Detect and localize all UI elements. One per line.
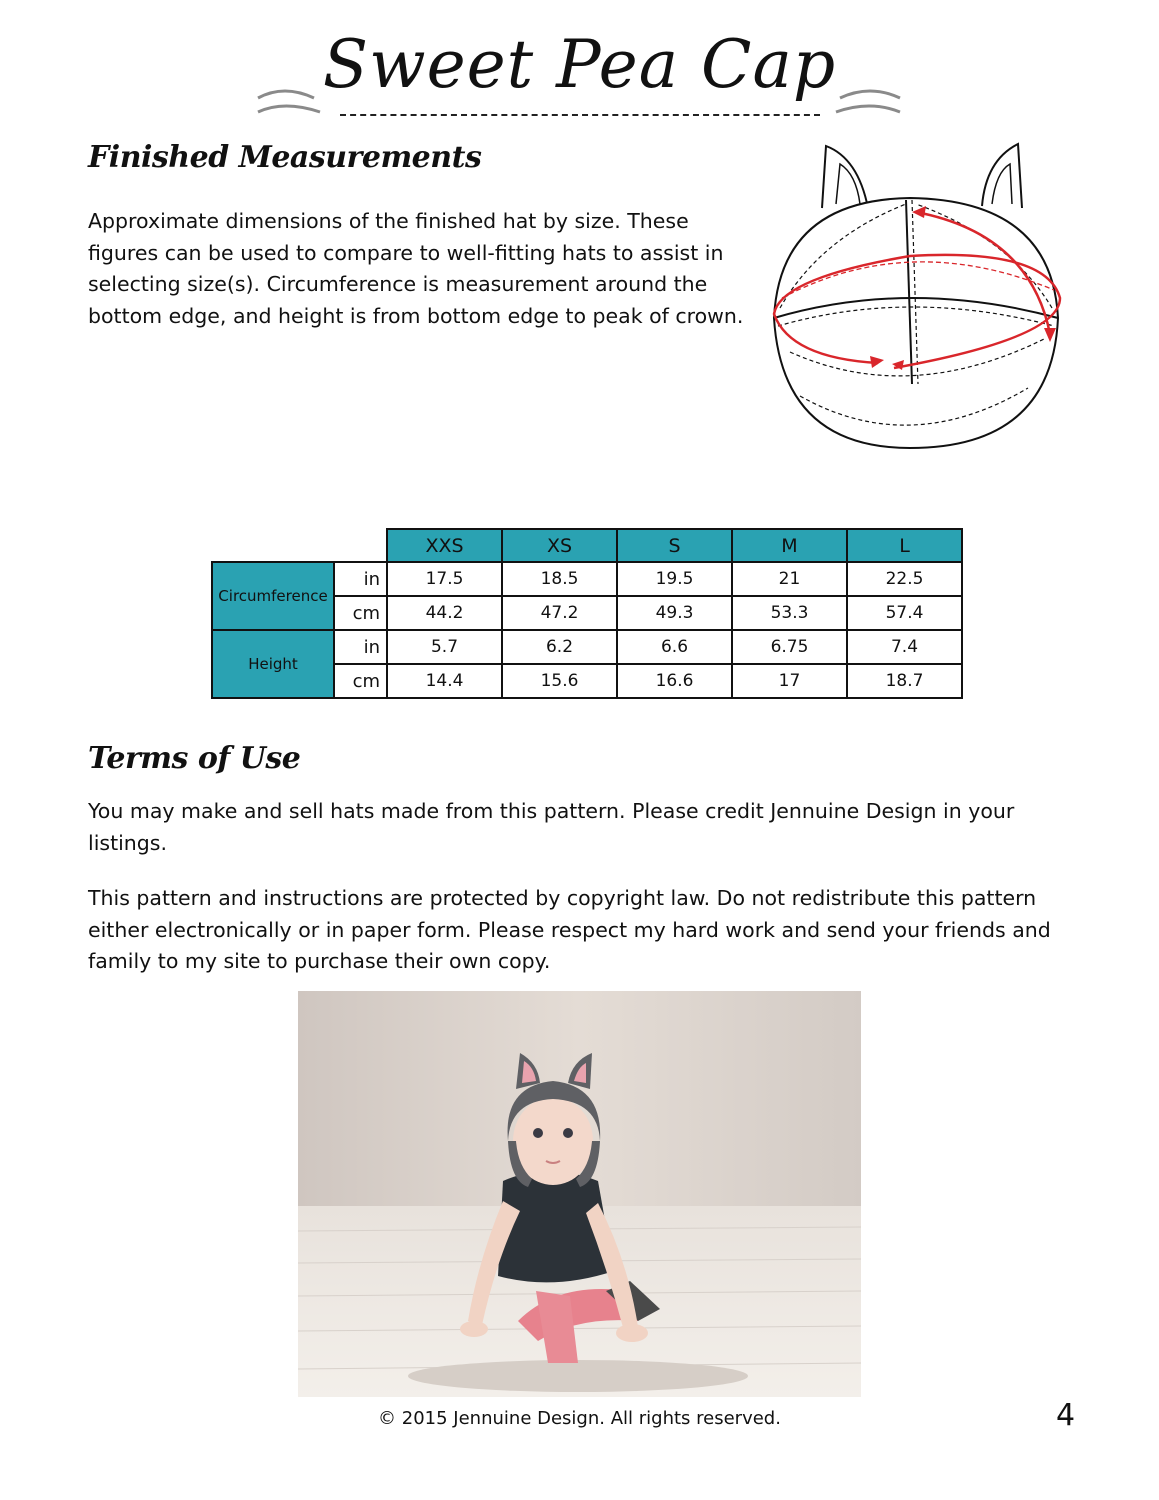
size-header-xxs: XXS [387,529,502,562]
table-cell: 19.5 [617,562,732,596]
table-cell: 47.2 [502,596,617,630]
terms-of-use-heading: Terms of Use [88,741,301,776]
table-cell: 18.5 [502,562,617,596]
hat-measurement-diagram-icon [760,138,1070,453]
size-header-m: M [732,529,847,562]
row-label-circumference: Circumference [212,562,334,630]
table-cell: 44.2 [387,596,502,630]
table-corner-blank [212,529,334,562]
table-cell: 6.2 [502,630,617,664]
finished-measurements-description: Approximate dimensions of the finished hat by size. These figures can be used to compare to well-fitting hats to assist in selecting size(s). Circumference is measurement around the bottom edge, and height is from bottom edge to peak of crown. [88,209,744,328]
table-cell: 17 [732,664,847,698]
right-swash-ornament [834,76,904,126]
table-cell: 16.6 [617,664,732,698]
size-header-l: L [847,529,962,562]
table-cell: 15.6 [502,664,617,698]
size-header-s: S [617,529,732,562]
unit-label: cm [334,664,387,698]
unit-label: in [334,630,387,664]
terms-paragraph-2: This pattern and instructions are protected by copyright law. Do not redistribute this pattern either electronically or in paper form. Please respect my hard work and send your friends and family to my site to purchase their own copy. [88,886,1051,973]
page-number: 4 [1056,1398,1076,1433]
table-cell: 14.4 [387,664,502,698]
table-cell: 5.7 [387,630,502,664]
table-corner-blank [334,529,387,562]
copyright-notice: © 2015 Jennuine Design. All rights reserved. [378,1408,781,1429]
table-row [212,630,962,664]
size-chart-table [211,528,963,699]
table-cell: 6.75 [732,630,847,664]
terms-paragraph-1: You may make and sell hats made from this pattern. Please credit Jennuine Design in your listings. [88,799,1015,855]
table-cell: 18.7 [847,664,962,698]
table-row [212,562,962,596]
size-header-xs: XS [502,529,617,562]
table-cell: 53.3 [732,596,847,630]
unit-label: in [334,562,387,596]
table-cell: 6.6 [617,630,732,664]
table-cell: 17.5 [387,562,502,596]
finished-measurements-heading: Finished Measurements [88,140,482,175]
table-cell: 57.4 [847,596,962,630]
page-header [0,18,1159,123]
page-title: Sweet Pea Cap [322,26,837,103]
table-cell: 22.5 [847,562,962,596]
table-header-row [212,529,962,562]
unit-label: cm [334,596,387,630]
table-cell: 7.4 [847,630,962,664]
baby-wearing-cap-photo [298,991,861,1397]
table-cell: 21 [732,562,847,596]
table-cell: 49.3 [617,596,732,630]
title-underline [340,114,820,116]
row-label-height: Height [212,630,334,698]
